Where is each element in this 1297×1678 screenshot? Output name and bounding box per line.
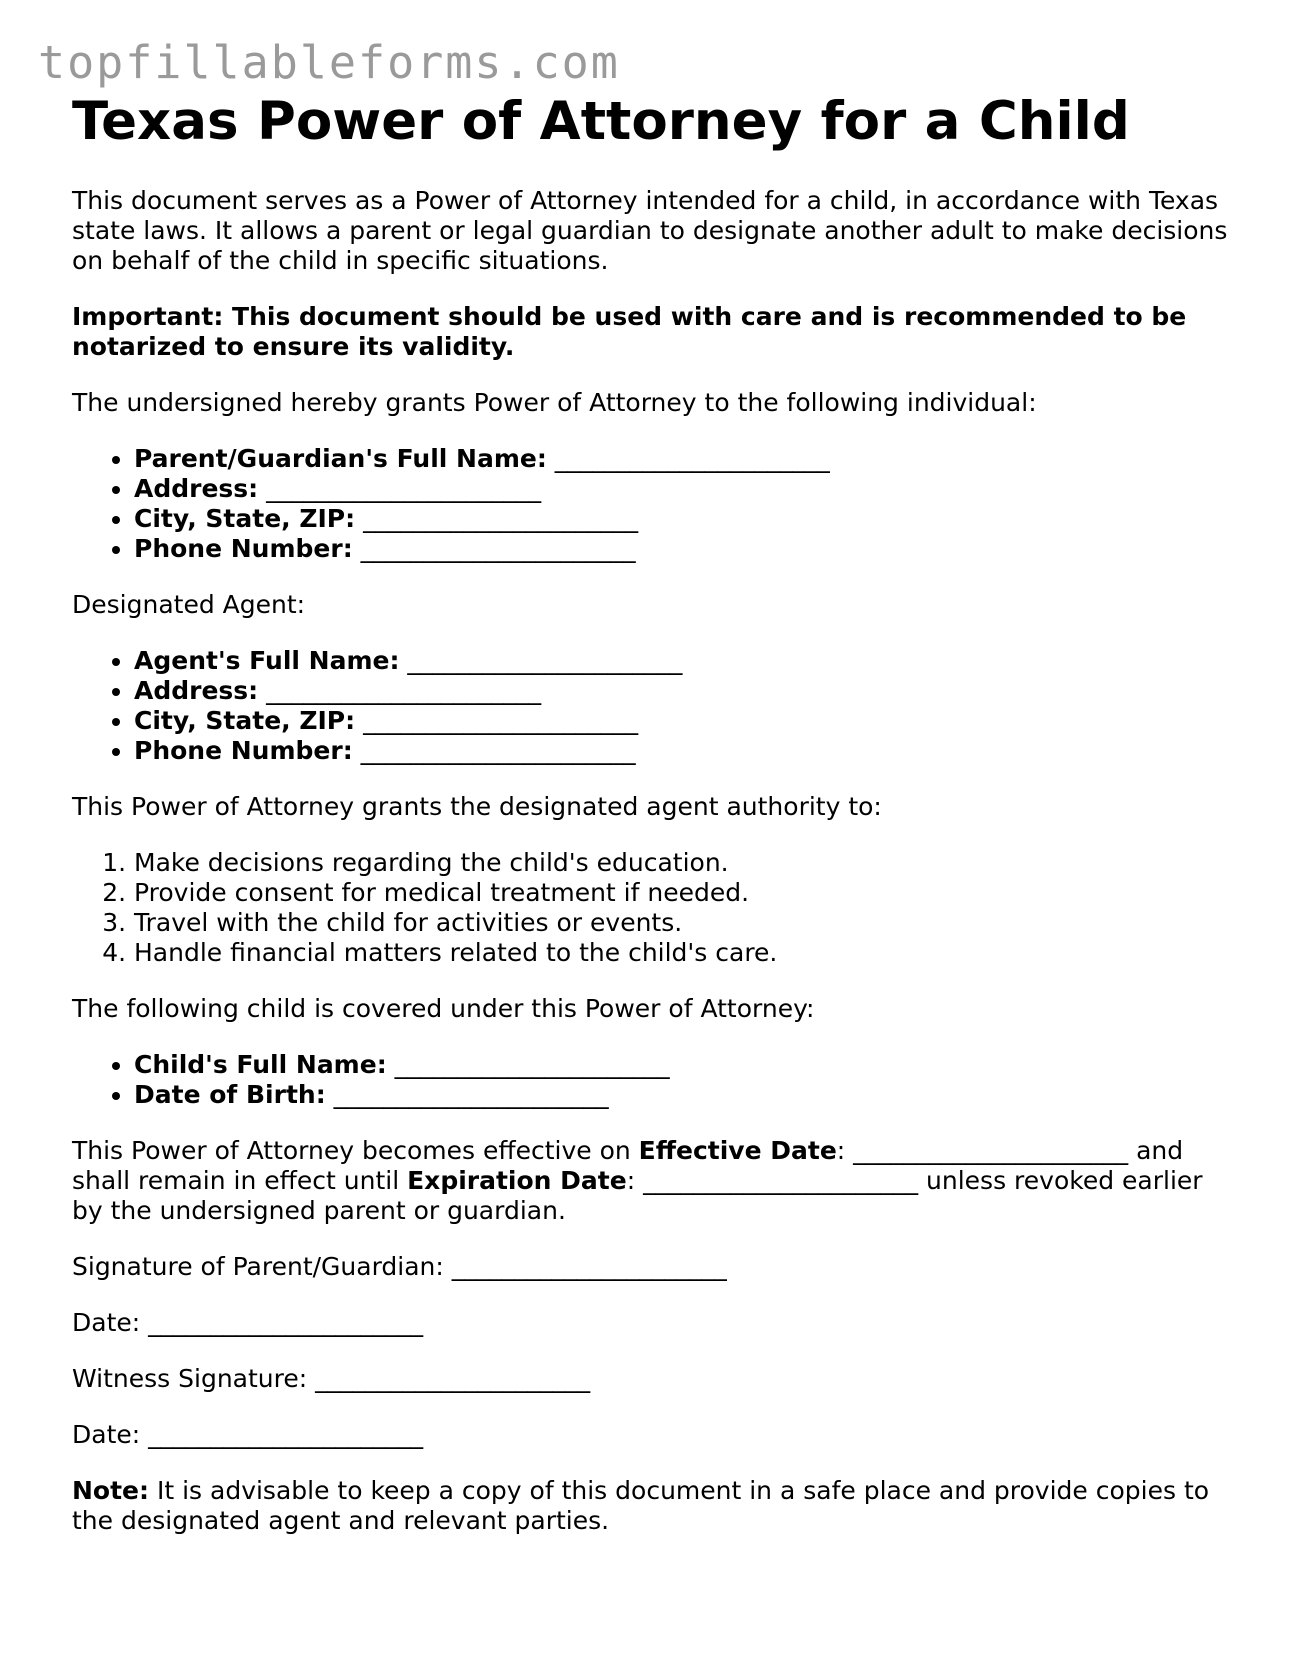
parent-fields-list xyxy=(72,444,1232,564)
blank-line[interactable]: ______________________ xyxy=(148,1419,424,1449)
parent-phone-field[interactable]: • Phone Number: ______________________ xyxy=(134,534,1232,564)
child-dob-field[interactable]: • Date of Birth: ______________________ xyxy=(134,1080,1232,1110)
agent-heading: Designated Agent: xyxy=(72,589,306,619)
parent-name-field[interactable]: • Parent/Guardian's Full Name: ______________________ xyxy=(134,444,1232,474)
effective-paragraph: This Power of Attorney becomes effective on Effective Date: ______________________ and shall remain in effect until Expiration Date: ______________________ unless revoked earlier by the undersigned parent or guardian. xyxy=(72,1135,1203,1225)
authority-item: 4. Handle financial matters related to the child's care. xyxy=(134,938,1232,968)
effective-date-blank[interactable]: ______________________ xyxy=(853,1135,1129,1165)
blank-line[interactable]: ______________________ xyxy=(394,1049,670,1079)
document-page xyxy=(72,90,1232,1562)
authority-item: 1. Make decisions regarding the child's education. xyxy=(134,848,1232,878)
expiration-date-blank[interactable]: ______________________ xyxy=(643,1165,919,1195)
agent-city-field[interactable]: • City, State, ZIP: ______________________ xyxy=(134,706,1232,736)
blank-line[interactable]: ______________________ xyxy=(360,735,636,765)
authority-list xyxy=(72,848,1232,968)
watermark: topfillableforms.com xyxy=(38,36,620,89)
authority-intro: This Power of Attorney grants the designated agent authority to: xyxy=(72,791,882,821)
agent-address-field[interactable]: • Address: ______________________ xyxy=(134,676,1232,706)
blank-line[interactable]: ______________________ xyxy=(266,473,542,503)
witness-date-line[interactable]: Date: ______________________ xyxy=(72,1419,424,1449)
grant-intro: The undersigned hereby grants Power of Attorney to the following individual: xyxy=(72,387,1037,417)
blank-line[interactable]: ______________________ xyxy=(315,1363,591,1393)
child-fields-list xyxy=(72,1050,1232,1110)
agent-fields-list xyxy=(72,646,1232,766)
effective-date-label: Effective Date xyxy=(638,1135,837,1165)
witness-signature-line[interactable]: Witness Signature: ______________________ xyxy=(72,1363,591,1393)
blank-line[interactable]: ______________________ xyxy=(407,645,683,675)
child-intro: The following child is covered under this Power of Attorney: xyxy=(72,993,815,1023)
intro-paragraph: This document serves as a Power of Attorney intended for a child, in accordance with Texas state laws. It allows a parent or legal guardian to designate another adult to make decisions on behalf of the child in specific situations. xyxy=(72,185,1228,275)
agent-name-field[interactable]: • Agent's Full Name: ______________________ xyxy=(134,646,1232,676)
note-paragraph: Note: It is advisable to keep a copy of this document in a safe place and provide copies to the designated agent and relevant parties. xyxy=(72,1475,1210,1535)
blank-line[interactable]: ______________________ xyxy=(451,1251,727,1281)
blank-line[interactable]: ______________________ xyxy=(148,1307,424,1337)
blank-line[interactable]: ______________________ xyxy=(333,1079,609,1109)
authority-item: 3. Travel with the child for activities or events. xyxy=(134,908,1232,938)
parent-address-field[interactable]: • Address: ______________________ xyxy=(134,474,1232,504)
authority-item: 2. Provide consent for medical treatment if needed. xyxy=(134,878,1232,908)
important-notice: Important: This document should be used with care and is recommended to be notarized to ensure its validity. xyxy=(72,301,1187,361)
blank-line[interactable]: ______________________ xyxy=(266,675,542,705)
expiration-date-label: Expiration Date xyxy=(407,1165,627,1195)
child-name-field[interactable]: • Child's Full Name: ______________________ xyxy=(134,1050,1232,1080)
note-label: Note: xyxy=(72,1475,150,1505)
agent-phone-field[interactable]: • Phone Number: ______________________ xyxy=(134,736,1232,766)
blank-line[interactable]: ______________________ xyxy=(363,705,639,735)
blank-line[interactable]: ______________________ xyxy=(360,533,636,563)
document-title: Texas Power of Attorney for a Child xyxy=(72,91,1130,152)
parent-city-field[interactable]: • City, State, ZIP: ______________________ xyxy=(134,504,1232,534)
blank-line[interactable]: ______________________ xyxy=(363,503,639,533)
parent-signature-line[interactable]: Signature of Parent/Guardian: ______________________ xyxy=(72,1251,727,1281)
parent-date-line[interactable]: Date: ______________________ xyxy=(72,1307,424,1337)
blank-line[interactable]: ______________________ xyxy=(554,443,830,473)
